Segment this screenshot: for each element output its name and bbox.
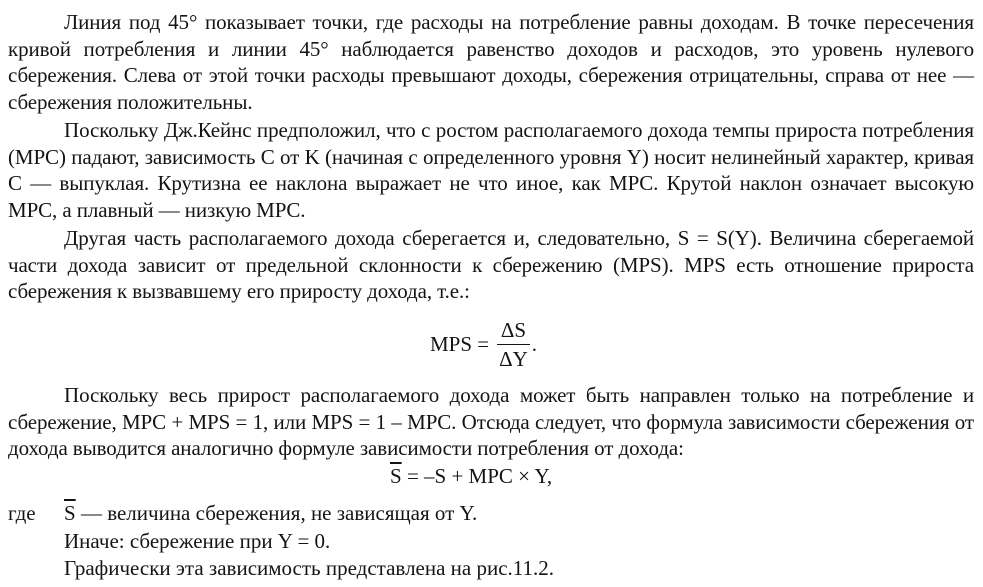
paragraph-45-degree-line: Линия под 45° показывает точки, где расходы на потребление равны доходам. В точке пересечения кривой потребления и линии 45° наблюдается равенство доходов и расходов, это уровень нулевого сбережения. Слева от этой точки расходы превышают доходы, сбережения отрицательны, справа от нее — сбережения положительны. [8,10,974,114]
graph-reference-line: Графически эта зависимость представлена на рис.11.2. [64,556,555,580]
formula-mps-numerator: ΔS [497,318,530,345]
paragraph-savings-mps: Другая часть располагаемого дохода сберегается и, следовательно, S = S(Y). Величина сберегаемой части дохода зависит от предельной склонности к сбережению (MPS). MPS есть отношение прироста сбережения к вызвавшему его приросту дохода, т.е.: [8,226,974,304]
where-definition-text: — величина сбережения, не зависящая от Y. [75,501,478,525]
formula-mps-end: . [531,331,538,356]
formula-s-rhs: = –S + MPC × Y, [401,464,553,488]
formula-mps-denominator: ΔY [499,346,528,371]
otherwise-line: Иначе: сбережение при Y = 0. [64,529,331,553]
formula-s-bar: $\overline{S}$ [390,464,402,488]
formula-mps [430,316,537,372]
where-label: где [8,501,36,525]
paragraph-keynes-mpc: Поскольку Дж.Кейнс предположил, что с ростом располагаемого дохода темпы прироста потребления (MPC) падают, зависимость C от K (начиная с определенного уровня Y) носит нелинейный характер, кривая C — выпуклая. Крутизна ее наклона выражает не что иное, как MPC. Крутой наклон означает высокую MPC, а плавный — низкую MPC. [8,118,974,222]
where-s-bar: $\overline{S}$ [64,501,76,525]
formula-mps-fraction [495,318,532,371]
paragraph-mpc-plus-mps: Поскольку весь прирост располагаемого дохода может быть направлен только на потребление и сбережение, MPC + MPS = 1, или MPS = 1 – MPC. Отсюда следует, что формула зависимости сбережения от дохода выводится аналогично формуле зависимости потребления от дохода: [8,383,974,461]
formula-savings [390,463,552,489]
formula-mps-lhs: MPS = [430,331,490,356]
where-definition [64,500,477,526]
